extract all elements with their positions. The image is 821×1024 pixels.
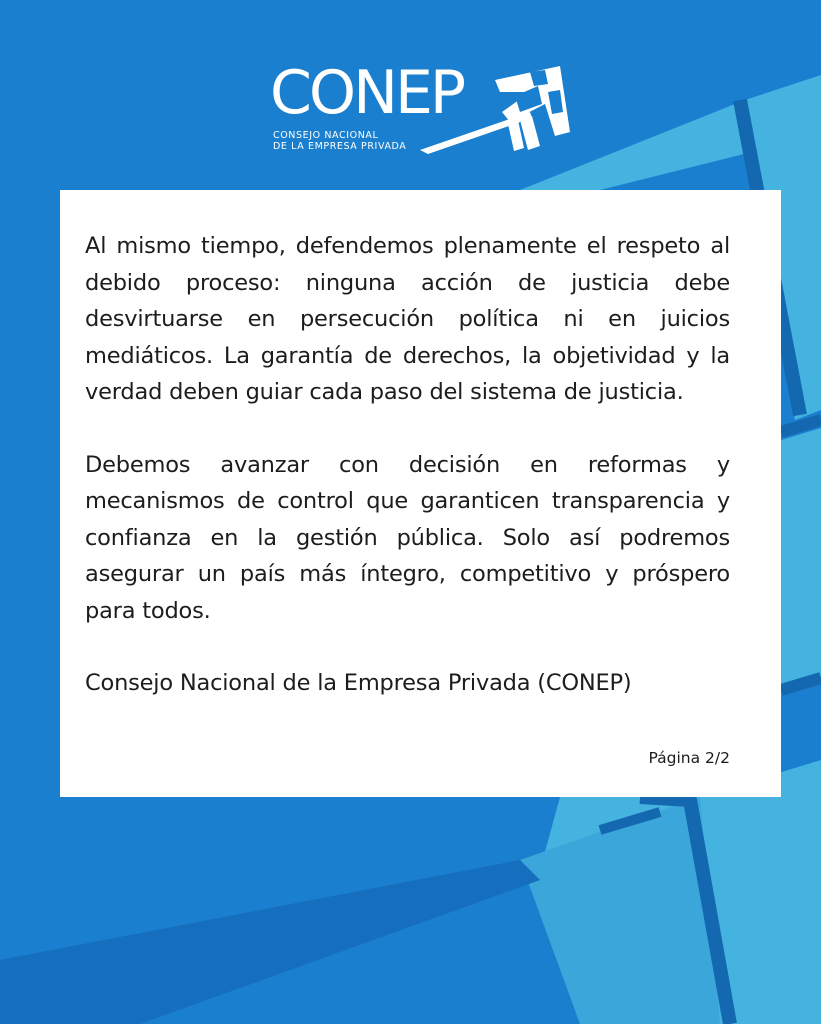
page-indicator: Página 2/2 [648,749,730,767]
logo-subtitle-line-2: DE LA EMPRESA PRIVADA [273,141,407,152]
logo-subtitle-line-1: CONSEJO NACIONAL [273,130,379,141]
statement-card [60,190,781,797]
logo-mark-icon [420,62,580,154]
statement-paragraph-2: Debemos avanzar con decisión en reformas y mecanismos de control que garanticen transparencia y confianza en la gestión pública. Solo así podremos asegurar un país más íntegro, competitivo y próspero para todos. [85,451,730,624]
conep-logo [270,58,580,158]
logo-subtitle [273,130,406,152]
statement-paragraph-1: Al mismo tiempo, defendemos plenamente el respeto al debido proceso: ninguna acción de justicia debe desvirtuarse en persecución política ni en juicios mediáticos. La garantía de derechos, la objetividad y la verdad deben guiar cada paso del sistema de justicia. [85,233,730,405]
statement-signature: Consejo Nacional de la Empresa Privada (CONEP) [85,670,632,696]
logo-wordmark: CONEP [270,58,464,128]
